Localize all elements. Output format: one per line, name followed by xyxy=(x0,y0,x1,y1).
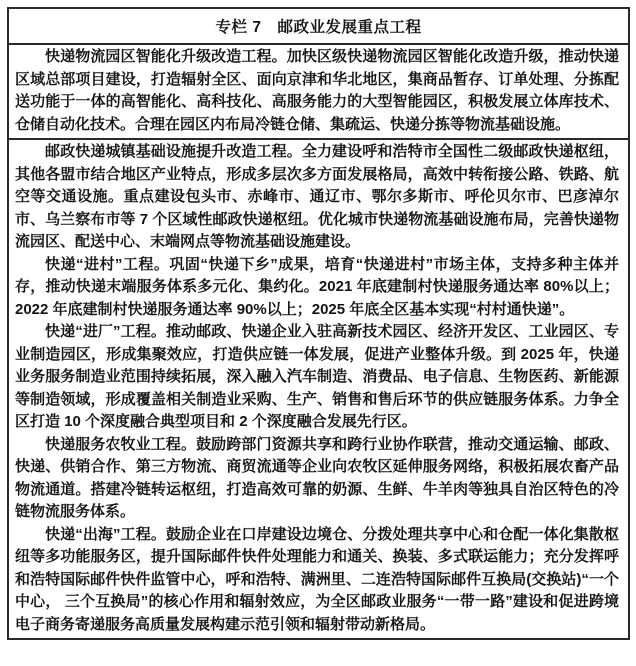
paragraph-urban-infrastructure: 邮政快递城镇基础设施提升改造工程。全力建设呼和浩特市全国性二级邮政快递枢纽，其他各盟市结合地区产业特点，形成多层次多方面发展格局，高效中转衔接公路、铁路、航空等交通设施。重点建设包头市、赤峰市、通辽市、鄂尔多斯市、呼伦贝尔市、巴彦淖尔市、乌兰察布市等 7 个区域性邮政快递枢纽。优化城市快递物流基础设施布局，完善快递物流园区、配送中心、末端网点等物流基础设施建设。 xyxy=(15,143,619,250)
body-section xyxy=(9,138,628,638)
paragraph-express-to-village: 快递“进村”工程。巩固“快递下乡”成果，培育“快递进村”市场主体，支持多种主体并存，推动快递末端服务体系多元化、集约化。2021 年底建制村快递服务通达率 80%以上；2022 年底建制村快递服务通达率 90%以上；2025 年底全区基本实现“村村通快递”。 xyxy=(15,255,619,318)
paragraph-express-to-factory: 快递“进厂”工程。推动邮政、快递企业入驻高新技术园区、经济开发区、工业园区、专业制造园区，形成集聚效应，打造供应链一体发展，促进产业整体升级。到 2025 年，快递业务服务制造业范围持续拓展，深入融入汽车制造、消费品、电子信息、生物医药、新能源等制造领域，形成覆盖相关制造业采购、生产、销售和售后环节的供应链服务体系。力争全区打造 10 个深度融合典型项目和 2 个深度融合发展先行区。 xyxy=(15,323,619,430)
feature-column-box xyxy=(7,7,630,640)
box-title-text: 专栏 7 邮政业发展重点工程 xyxy=(215,19,422,36)
intro-section xyxy=(9,43,628,138)
box-title-row xyxy=(9,9,628,43)
paragraph-intro: 快递物流园区智能化升级改造工程。加快区级快递物流园区智能化改造升级，推动快递区域总部项目建设，打造辐射全区、面向京津和华北地区，集商品暂存、订单处理、分拣配送功能于一体的高智能化、高科技化、高服务能力的大型智能园区，积极发展立体库技术、仓储自动化技术。合理在园区内布局冷链仓储、集疏运、快递分拣等物流基础设施。 xyxy=(15,48,619,133)
paragraph-agriculture-service: 快递服务农牧业工程。鼓励跨部门资源共享和跨行业协作联营，推动交通运输、邮政、快递、供销合作、第三方物流、商贸流通等企业向农牧区延伸服务网络，积极拓展农畜产品物流通道。搭建冷链转运枢纽，打造高效可靠的奶源、生鲜、牛羊肉等独具自治区特色的冷链物流服务体系。 xyxy=(15,435,619,520)
paragraph-going-global: 快递“出海”工程。鼓励企业在口岸建设边境仓、分拨处理共享中心和仓配一体化集散枢纽等多功能服务区，提升国际邮件快件处理能力和通关、换装、多式联运能力；充分发挥呼和浩特国际邮件快件监管中心，呼和浩特、满洲里、二连浩特国际邮件互换局(交换站)“一个中心， 三个互换局”的核心作用和辐射效应，为全区邮政业服务“一带一路”建设和促进跨境电子商务寄递服务高质量发展构建示范引领和辐射带动新格局。 xyxy=(15,525,619,633)
